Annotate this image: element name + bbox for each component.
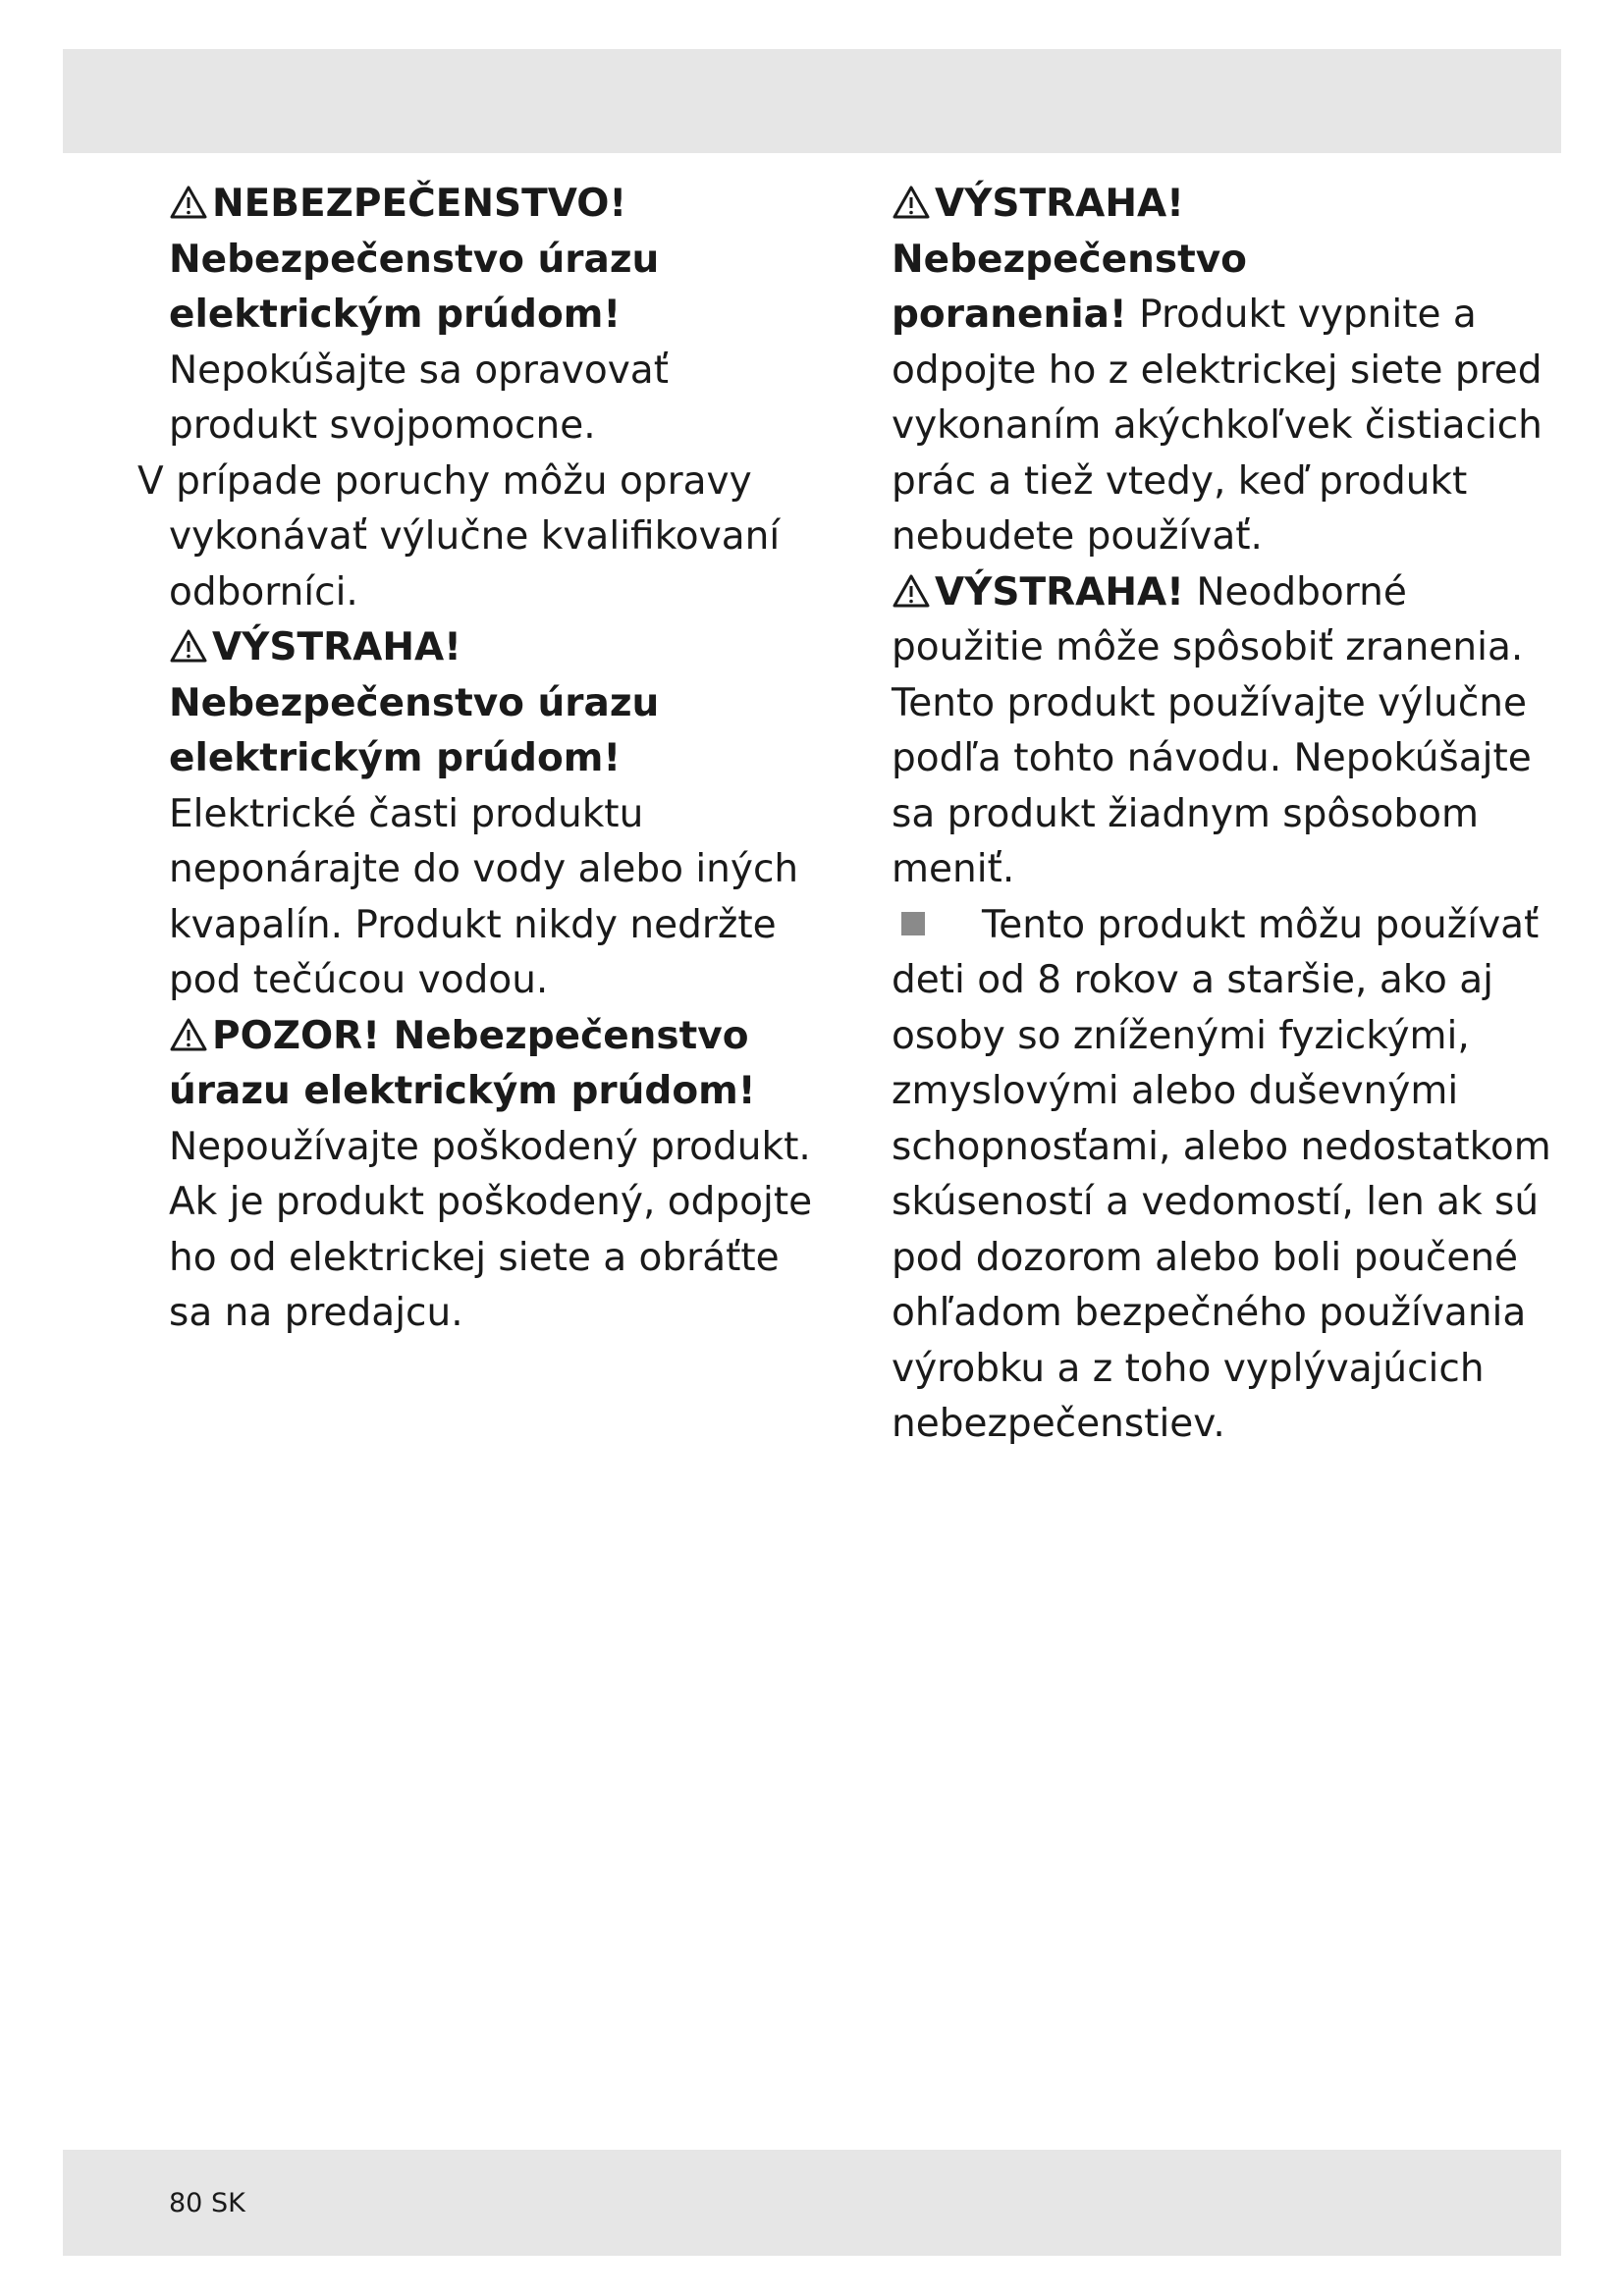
body-text-line: skúseností a vedomostí, len ak sú (892, 1180, 1540, 1224)
body-text-line: kvapalín. Produkt nikdy nedržte (169, 902, 777, 947)
page-number: 80 SK (169, 2188, 245, 2218)
body-text-line: Ak je produkt poškodený, odpojte (169, 1180, 813, 1224)
body-text-line: zmyslovými alebo duševnými (892, 1069, 1459, 1113)
body-text-line: odpojte ho z elektrickej siete pred (892, 347, 1543, 393)
header-band (63, 49, 1561, 153)
warning-subheading: Nebezpečenstvo úrazu (169, 237, 660, 282)
body-text-line: prác a tiež vtedy, keď produkt (892, 458, 1468, 504)
warning-block-improper-use (892, 565, 1530, 898)
warning-subheading: elektrickým prúdom! (169, 736, 622, 780)
body-text-line: poranenia! Produkt vypnite a (892, 293, 1477, 337)
warning-subheading: elektrickým prúdom! (169, 293, 622, 337)
square-bullet-icon (901, 912, 925, 935)
body-text-line: deti od 8 rokov a staršie, ako aj (892, 958, 1493, 1002)
warning-block-injury (892, 177, 1543, 565)
body-text-line: schopnosťami, alebo nedostatkom (892, 1124, 1551, 1169)
bullet-block-children (892, 898, 1551, 1453)
footer-band (63, 2150, 1561, 2256)
body-text-line: podľa tohto návodu. Nepokúšajte (892, 736, 1532, 780)
warning-heading: VÝSTRAHA! (892, 570, 1184, 614)
warning-subheading-inline: poranenia! (892, 293, 1127, 337)
body-text-line: pod dozorom alebo boli poučené (892, 1235, 1519, 1280)
body-text-line: Nepoužívajte poškodený produkt. (169, 1124, 811, 1169)
body-text-line: nebezpečenstiev. (892, 1402, 1225, 1446)
body-text-line: produkt svojpomocne. (169, 403, 596, 448)
warning-heading: VÝSTRAHA! (169, 620, 846, 676)
bullet-first-line: Tento produkt môžu používať (892, 898, 1530, 954)
warning-block-water (169, 620, 846, 1009)
body-text-line: sa na predajcu. (169, 1291, 463, 1335)
warning-triangle-icon (169, 1017, 208, 1052)
warning-heading: POZOR! Nebezpečenstvo (169, 1009, 846, 1065)
warning-subheading: Nebezpečenstvo (892, 237, 1247, 282)
body-text-line: Nepokúšajte sa opravovať (169, 347, 669, 393)
body-text-line: použitie môže spôsobiť zranenia. (892, 625, 1524, 669)
warning-heading: úrazu elektrickým prúdom! (169, 1069, 756, 1113)
body-text-line: sa produkt žiadnym spôsobom (892, 791, 1480, 836)
warning-triangle-icon (892, 573, 931, 609)
body-text-line: ho od elektrickej siete a obráťte (169, 1235, 780, 1280)
warning-heading: VÝSTRAHA! (892, 177, 1530, 233)
left-column (137, 177, 846, 1342)
body-text-line: vykonaním akýchkoľvek čistiacich (892, 403, 1543, 448)
right-column (892, 177, 1551, 1453)
body-text-line: Tento produkt používajte výlučne (892, 680, 1528, 725)
warning-block-damaged-product (169, 1009, 846, 1342)
body-text-line: odborníci. (169, 569, 358, 614)
warning-block-danger-electric (137, 177, 846, 620)
body-text-line: Elektrické časti produktu (169, 791, 644, 836)
warning-heading: NEBEZPEČENSTVO! (169, 177, 846, 233)
body-text-line: meniť. (892, 847, 1015, 891)
body-text-line: vykonávať výlučne kvalifikovaní (169, 514, 781, 559)
warning-triangle-icon (892, 185, 931, 220)
body-text-line: osoby so zníženými fyzickými, (892, 1013, 1470, 1058)
warning-triangle-icon (169, 185, 208, 220)
body-text-line: V prípade poruchy môžu opravy (137, 458, 752, 504)
body-text-line: neponárajte do vody alebo iných (169, 847, 799, 891)
warning-subheading: Nebezpečenstvo úrazu (169, 680, 660, 725)
body-text-line: výrobku a z toho vyplývajúcich (892, 1346, 1485, 1391)
warning-triangle-icon (169, 628, 208, 664)
body-text-line: VÝSTRAHA! Neodborné (892, 565, 1530, 621)
body-text-line: nebudete používať. (892, 514, 1263, 559)
body-text-line: pod tečúcou vodou. (169, 958, 549, 1002)
body-text-line: ohľadom bezpečného používania (892, 1291, 1527, 1335)
